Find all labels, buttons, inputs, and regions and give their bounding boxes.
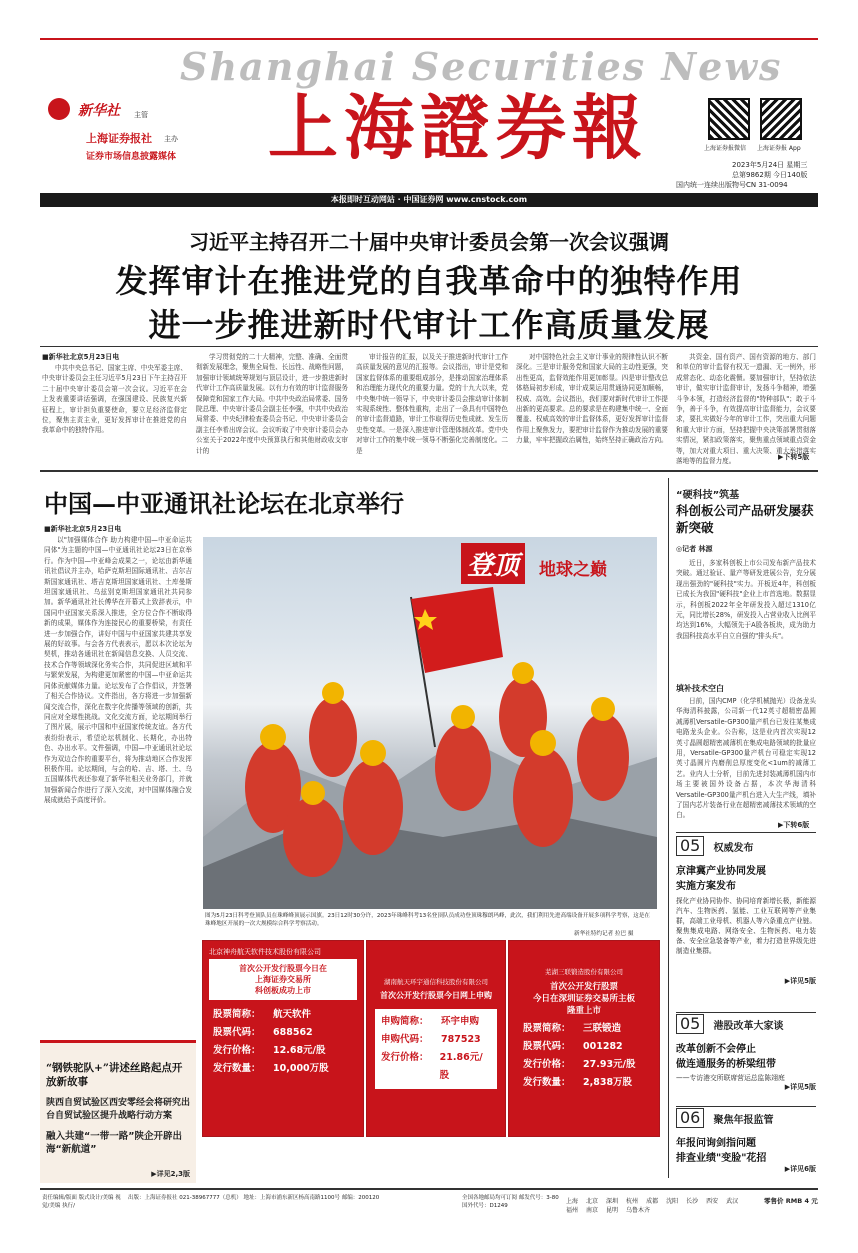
ad-1-row: 发行价格： 12.68元/股 [213, 1045, 326, 1056]
ad-3-row: 股票简称： 三联锻造 [523, 1023, 622, 1034]
footer-city: 南京 [586, 1207, 599, 1214]
section-1-text: 探化产业协同协作、协同培育新增长极，新能源汽车、生物医药、氢能、工业互联网等产业集群，高端工业母机、机器人等六条重点产业链。聚焦集成电路、网络安全、生物医药、电力装备、安全应急装备等产业，着力打造世界级先进制造业集群。 [676, 897, 816, 955]
ad-sanlian-forging[interactable] [508, 940, 660, 1137]
sidebar-divider [668, 478, 669, 1178]
footer-city: 上海 [566, 1198, 579, 1205]
sidebar-byline: ◎记者 林源 [676, 545, 713, 553]
ad-1-company: 北京神舟航天软件技术股份有限公司 [209, 948, 321, 956]
section-1-more[interactable]: ▶详见5版 [784, 977, 816, 985]
section-2-text: ——专访港交所联席营运总监陈翊庭 [676, 1074, 785, 1082]
ad-1-line3: 科创板成功上市 [255, 986, 311, 995]
section-1-line1[interactable]: 京津冀产业协同发展 [676, 866, 766, 877]
summit-photo-art [203, 537, 657, 909]
sidebar-subhead: 填补技术空白 [676, 684, 724, 693]
section-2-line1[interactable]: 改革创新不会停止 [676, 1044, 756, 1055]
qr-caption-app: 上海证券报 App [757, 145, 801, 152]
section-teaser-1[interactable] [676, 836, 816, 986]
section-teaser-2[interactable] [676, 1014, 816, 1092]
section-2-line2[interactable]: 做连通服务的桥梁纽带 [676, 1059, 776, 1070]
footer-city: 成都 [646, 1198, 659, 1205]
section-3-label: 聚焦年报监管 [713, 1115, 774, 1126]
footer-city: 北京 [586, 1198, 599, 1205]
xinhua-logo [48, 98, 70, 120]
forum-body: 以"加强媒体合作 助力构建中国—中亚命运共同体"为主题的中国—中亚通讯社论坛23日在京举行。作为中国—中亚峰会成果之一，论坛由新华通讯社倡议并主办，哈萨克斯坦国际通讯社、吉尔吉斯国家通讯社、塔吉克斯坦国家通讯社、土库曼斯坦国家通讯社、乌兹别克斯坦国家通讯社共同参加。新华通讯社社长傅华在开幕式上致辞表示，中国同中亚国家关系深入推进，全方位合作不断取得新的成果，媒体作为连接民心的重要桥梁，有责任进一步加强合作，讲好中国与中亚国家共建共享发展的好故事。与会各方代表表示，愿以本次论坛为契机，推动各通讯社在新闻信息交换、人员交流、技术合作等领域深化务实合作，共同促进区域和平与繁荣发展，为构建更加紧密的中国—中亚命运共同体贡献媒体力量。论坛发布了合作倡议，并签署了相关合作协议。文件指出，各方将进一步加强新闻交流合作，深化在数字化传播等领域的创新，共同应对全球性挑战。文化交流方面，论坛期间举行了图片展，展示中国和中亚国家传统友谊。各方代表纷纷表示，希望论坛机制化、长期化，办出特色、办出水平。文件强调，中国—中亚通讯社论坛作为双边合作的重要平台，将为推动地区合作发挥积极作用。论坛期间，与会的哈、吉、塔、土、乌五国媒体代表还参观了新华社相关业务部门，并就加强新闻合作进行了深入交流，对中国媒体融合发展成就给予高度评价。 [44, 536, 192, 805]
promo-item-2[interactable]: 陕西自贸试验区西安零经会将研究出台自贸试验区提升战略行动方案 [46, 1098, 191, 1121]
section-1-line2[interactable]: 实施方案发布 [676, 881, 736, 892]
ad-3-row: 股票代码： 001282 [523, 1041, 623, 1052]
photo-overlay-title: 登顶 [467, 551, 520, 581]
ad-hunan-aerospace[interactable] [366, 940, 506, 1137]
ad-2-row: 申购简称： 环宇申购 [381, 1016, 480, 1027]
chinese-title: 上海證券報 [268, 86, 648, 169]
footer-city: 武汉 [726, 1198, 739, 1205]
section-2-number: 05 [676, 1014, 704, 1034]
sidebar-more[interactable]: ▶下转6版 [778, 821, 810, 829]
footer-address: 出版：上海证券报社 021-38967777（总机） 地址：上海市浦东新区杨高南路1100号 邮编：200120 [128, 1195, 380, 1201]
section-2-more[interactable]: ▶详见5版 [784, 1083, 816, 1091]
section-rule-3 [676, 1106, 816, 1107]
issue-date: 2023年5月24日 星期三 [732, 161, 808, 169]
footer-rule [40, 1188, 818, 1190]
ad-3-line1: 首次公开发行股票 [549, 982, 618, 992]
publisher-role: 主办 [164, 135, 178, 143]
section-2-label: 港股改革大家谈 [713, 1021, 784, 1032]
forum-dateline: ■新华社北京5月23日电 [44, 525, 122, 533]
footer-editors: 责任编辑/版面 版式设计/美编 视觉/美编 执行/ [42, 1195, 121, 1209]
photo-credit: 新华社特约记者 拉巴 摄 [574, 931, 634, 937]
english-title: Shanghai Securities News [180, 44, 783, 89]
section-3-line2[interactable]: 排查业绩"变脸"花招 [676, 1153, 767, 1164]
sponsor-name: 新华社 [78, 103, 120, 119]
ad-1-row: 发行数量： 10,000万股 [213, 1063, 329, 1074]
publisher-name: 上海证券报社 [86, 132, 152, 145]
lead-headline-2: 进一步推进新时代审计工作高质量发展 [148, 306, 710, 344]
section-1-label: 权威发布 [713, 843, 754, 854]
ad-1-row: 股票简称： 航天软件 [213, 1009, 312, 1020]
ad-1-line1: 首次公开发行股票今日在 [239, 964, 327, 973]
lead-bottom-rule [40, 470, 818, 472]
qr-code-app [760, 98, 802, 140]
ad-2-company: 湖南航天环宇通信科技股份有限公司 [384, 978, 488, 986]
ad-3-company: 芜湖三联锻造股份有限公司 [545, 968, 623, 976]
ad-2-line1: 首次公开发行股票今日网上申购 [380, 991, 492, 1000]
lead-headline-1: 发挥审计在推进党的自我革命中的独特作用 [115, 262, 743, 300]
photo-overlay-box [461, 543, 525, 584]
lead-col-5: 共资金、国有资产、国有资源的地方、部门和单位的审计监督有权无一遗漏、无一例外，形成常态化、动态化震慑。要加强审计，坚持依法审计，做实审计监督审计，发扬斗争精神，增强斗争本领，打造经济监督的"特种部队"；敢于斗争，善于斗争，有效提高审计监督能力，会议要求，要扎实做好今年的审计工作，突出重大问题和重大审计方面，坚持把握中央决策部署贯彻落实情况，紧扣政策落实，聚焦重点领域重点资金等，加大对重大项目、重大决策、重大举措落实落地等的监督力度。 [676, 353, 816, 466]
lead-divider [40, 346, 818, 347]
footer-city: 乌鲁木齐 [626, 1207, 651, 1214]
sponsor-role: 主管 [134, 111, 148, 119]
footer-agency: 全国各地邮局均可订阅 邮发代号：3-80 国外代号：D1249 [462, 1195, 559, 1209]
sidebar-kicker: “硬科技”筑基 [676, 490, 740, 501]
footer-city: 杭州 [626, 1198, 639, 1205]
ad-3-row: 发行价格： 27.93元/股 [523, 1059, 636, 1070]
lead-col-2: 学习贯彻党的二十大精神，完整、准确、全面贯彻新发展理念，聚焦全局性、长远性、战略性问题，加强审计领域统筹规划与顶层设计，进一步推进新时代审计工作高质量发展。以有力有效的审计监督服务保障党和国家工作大局。中共中央政治局常委、国务院总理、中央审计委员会副主任李强，中共中央政治局常委、中央纪律检查委员会书记、中央审计委员会副主任李希出席会议。会议听取了中央审计委员会办公室关于2022年度中央预算执行和其他财政收支审计的 [196, 353, 348, 455]
ad-2-row: 发行价格： 21.86元/股 [381, 1052, 483, 1081]
lead-col-3: 审计报告的汇报，以及关于推进新时代审计工作高质量发展的意见的汇报等。会议指出，审计是党和国家监督体系的重要组成部分，是推动国家治理体系和治理能力现代化的重要力量。党的十九大以来，党中央集中统一领导下，中央审计委员会推动审计体制实现系统性、整体性重构，走出了一条具有中国特色的审计监督道路，审计工作取得历史性成就、发生历史性变革。一是深入推进审计管理体制改革。党中央对审计工作的集中统一领导不断强化完善制度化。二是 [356, 353, 508, 455]
ad-3-line2: 今日在深圳证券交易所主板 [532, 994, 635, 1004]
lead-col-4: 对中国特色社会主义审计事业的规律性认识不断深化。三是审计服务党和国家大局的主动性更强，突出性更高，监督效能作用更加彰显。四是审计整改总体格局初步形成，审计成果运用贯通协同更加顺畅，权威、高效。会议指出，我们要对新时代审计工作提出新的更高要求。总的要求是在构建集中统一、全面覆盖、权威高效的审计监督体系，更好发挥审计监督作用上聚焦发力，要把审计监督作为推动发展的重要力量，牢牢把握政治属性，始终坚持正确政治方向。 [516, 353, 668, 445]
sidebar-text-1: 近日，多家科创板上市公司发布新产品技术突破。通过验证、量产等研发进展公告，充分展现出强劲的"硬科技"实力。开板近4年，科创板已成长为我国"硬科技"企业上市首选地。数据显示，科创板2022年全年研发投入超过1310亿元，同比增长28%，研发投入占营业收入比例平均达到16%，大幅领先于A股各板块，成为助力我国科技高水平自立自强的"排头兵"。 [676, 559, 816, 640]
lead-more-link[interactable]: ▶下转5版 [778, 453, 810, 461]
photo-overlay-subtitle: 地球之巅 [539, 560, 607, 580]
section-3-more[interactable]: ▶详见6版 [784, 1165, 816, 1173]
section-teaser-3[interactable] [676, 1108, 816, 1174]
footer-city: 长沙 [686, 1198, 699, 1205]
footer-city: 西安 [706, 1198, 719, 1205]
sidebar-headline: 科创板公司产品研发屡获新突破 [676, 503, 814, 535]
lead-col-1: 中共中央总书记、国家主席、中央军委主席、中央审计委员会主任习近平5月23日下午主持召开二十届中央审计委员会第一次会议。习近平在会上发表重要讲话强调，在强国建设、民族复兴新征程上，审计担负重要使命，要立足经济监督定位，聚焦主责主业，更好发挥审计在推进党的自我革命中的独特作用。 [42, 364, 187, 435]
lead-dateline: ■新华社北京5月23日电 [42, 353, 120, 361]
ad-3-row: 发行数量： 2,838万股 [523, 1077, 633, 1088]
footer-price: 零售价 RMB 4 元 [764, 1197, 818, 1205]
tagline: 证券市场信息披露媒体 [86, 152, 177, 162]
promo-more[interactable]: ▶详见2,3版 [151, 1170, 190, 1178]
lead-kicker: 习近平主持召开二十届中央审计委员会第一次会议强调 [189, 230, 669, 254]
forum-headline: 中国—中亚通讯社论坛在北京举行 [44, 489, 404, 518]
footer-city: 昆明 [606, 1207, 619, 1214]
ad-1-line2: 上海证券交易所 [255, 975, 311, 984]
issue-number: 总第9862期 今日140版 [732, 171, 808, 179]
summit-photo [203, 537, 657, 909]
promo-box[interactable] [40, 1040, 196, 1183]
ad-2-row: 申购代码： 787523 [381, 1034, 481, 1045]
qr-code-wechat [708, 98, 750, 140]
top-red-rule [40, 38, 818, 40]
promo-item-3[interactable]: 融入共建“一带一路”陕企开辟出海“新航道” [46, 1131, 182, 1155]
section-1-number: 05 [676, 836, 704, 856]
ad-1-row: 股票代码： 688562 [213, 1027, 313, 1038]
footer-cities [566, 1196, 756, 1214]
ad-3-line3: 隆重上市 [566, 1006, 601, 1016]
footer-city: 深圳 [606, 1198, 619, 1205]
section-3-line1[interactable]: 年报问询剑指问题 [676, 1138, 756, 1149]
sidebar-text-2: 日前，国内CMP（化学机械抛光）设备龙头华海清科披露，公司新一代12英寸超精密晶圆减薄机Versatile-GP300量产机台已发往某集成电路龙头企业。公告称，这是业内首次实现12英寸晶圆超精密减薄机在集成电路领域的批量应用，Versatile-GP300量产机台可稳定实现12英寸晶圆片内磨削总厚度变化<1um的减薄工艺。业内人士分析，目前先进封装减薄机国内市场主要被国外设备占据，本次华海清科Versatile-GP300量产机台进入大生产线，填补了国内芯片装备行业在超精密减薄技术领域的空白。 [676, 697, 816, 820]
cn-number: 国内统一连续出版物号CN 31-0094 [676, 181, 788, 189]
website-bar-text[interactable]: 本报即时互动网站 · 中国证券网 www.cnstock.com [330, 195, 528, 204]
footer-city: 沈阳 [666, 1198, 679, 1205]
section-rule-2 [676, 1012, 816, 1013]
section-3-number: 06 [676, 1108, 704, 1128]
section-rule-1 [676, 832, 816, 833]
website-bar[interactable] [40, 193, 818, 207]
promo-title[interactable]: “钢铁驼队+”讲述丝路起点开放新故事 [46, 1062, 183, 1088]
qr-caption-wechat: 上海证券报微信 [704, 145, 747, 152]
photo-caption: 图为5月23日科考登顶队员在珠峰峰顶展示国旗。23日12时30分许，2023年珠峰科考13名登顶队员成功登顶珠穆朗玛峰，此次，我们利用先进高端设备开展多项科学考察，这是在珠峰地区开展的一次大规模综合科学考察活动。 [205, 913, 650, 927]
footer-city: 福州 [566, 1207, 579, 1214]
ad-aerospace-software[interactable] [202, 940, 364, 1137]
